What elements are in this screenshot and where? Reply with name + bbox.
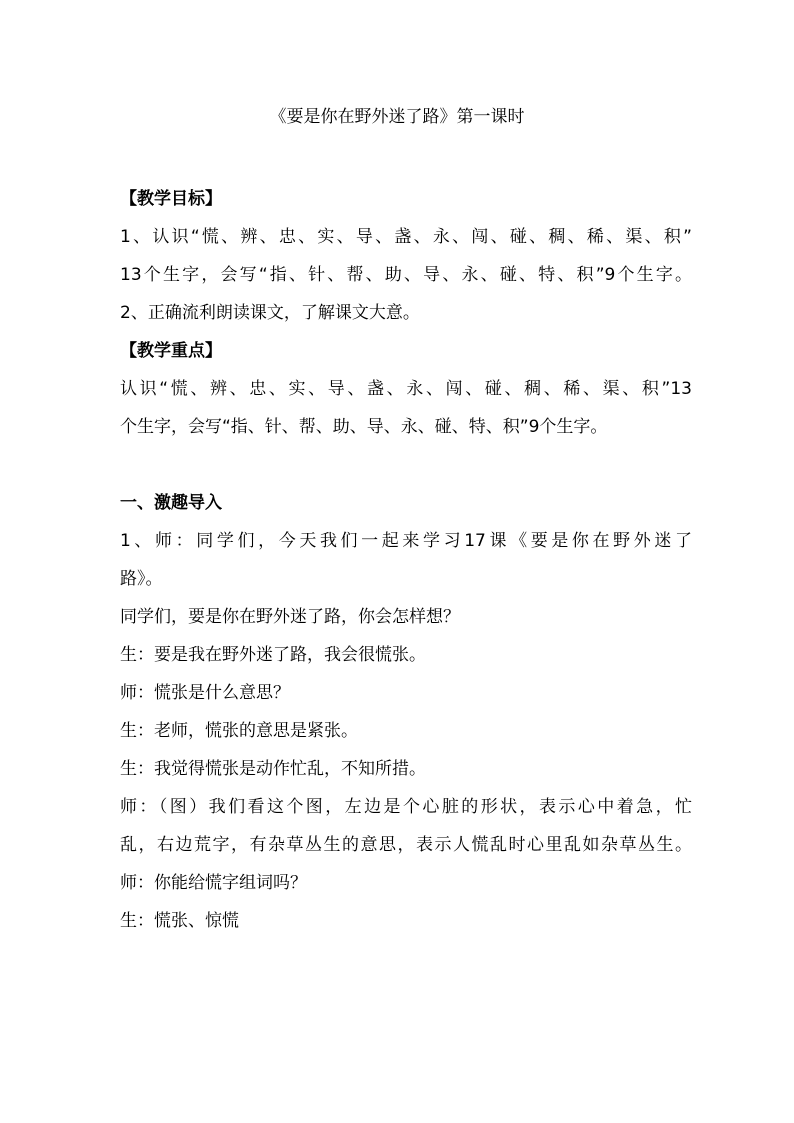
key-point-line: 个生字，会写“指、针、帮、助、导、永、碰、特、积”9个生字。 [120,417,608,437]
document-title: 《要是你在野外迷了路》第一课时 [269,107,525,127]
dialogue-line: 路》。 [120,569,163,589]
key-point-line: 认识“慌、辨、忠、实、导、盏、永、闯、碰、稠、稀、渠、积”13 [120,379,692,399]
objective-line: 2、正确流利朗读课文，了解课文大意。 [120,303,420,323]
section-heading-objectives: 【教学目标】 [120,189,222,209]
dialogue-line: 同学们，要是你在野外迷了路，你会怎样想？ [120,607,460,627]
dialogue-line: 1、师：同学们，今天我们一起来学习17课《要是你在野外迷了 [120,531,692,551]
dialogue-line: 乱，右边荒字，有杂草丛生的意思，表示人慌乱时心里乱如杂草丛生。 [120,835,692,855]
document-body [120,180,692,940]
dialogue-line: 师：慌张是什么意思？ [120,683,290,703]
dialogue-line: 师：（图）我们看这个图，左边是个心脏的形状，表示心中着急，忙 [120,797,692,817]
dialogue-line: 生：老师，慌张的意思是紧张。 [120,721,358,741]
dialogue-line: 师：你能给慌字组词吗？ [120,873,307,893]
objective-line: 13个生字，会写“指、针、帮、助、导、永、碰、特、积”9个生字。 [120,265,692,285]
dialogue-line: 生：要是我在野外迷了路，我会很慌张。 [120,645,426,665]
dialogue-line: 生：我觉得慌张是动作忙乱，不知所措。 [120,759,426,779]
blank-line [120,446,692,484]
section-heading-introduction: 一、激趣导入 [120,493,222,513]
section-heading-key-points: 【教学重点】 [120,341,222,361]
objective-line: 1、认识“慌、辨、忠、实、导、盏、永、闯、碰、稠、稀、渠、积” [120,227,692,247]
dialogue-line: 生：慌张、惊慌 [120,911,239,931]
